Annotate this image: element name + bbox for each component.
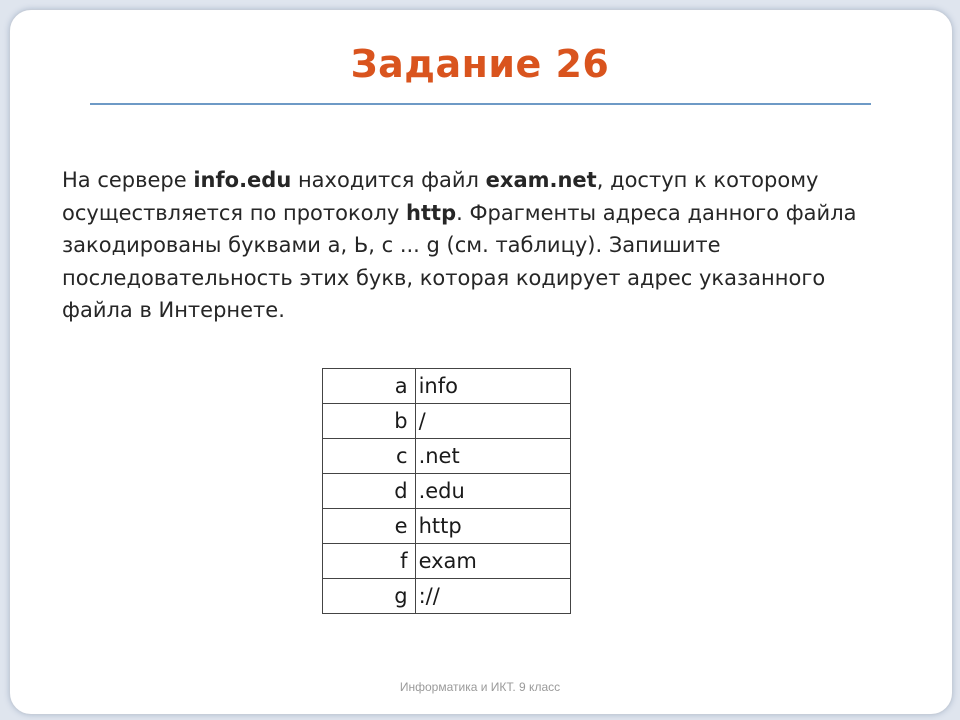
address-fragment: .edu xyxy=(415,474,570,509)
address-fragment: :// xyxy=(415,579,570,614)
protocol-name: http xyxy=(406,200,457,225)
table-row xyxy=(323,369,571,404)
address-fragment: http xyxy=(415,509,570,544)
code-letter: d xyxy=(323,474,416,509)
address-fragment: info xyxy=(415,369,570,404)
slide-title: Задание 26 xyxy=(350,42,610,86)
server-name: info.edu xyxy=(193,168,292,192)
code-letter: e xyxy=(323,509,416,544)
task-text-part-3: , доступ к которому осуществляется по протоколу xyxy=(62,168,819,225)
address-fragment: exam xyxy=(415,544,570,579)
table-row xyxy=(323,579,571,614)
slide-footer: Информатика и ИКТ. 9 класс xyxy=(399,680,561,694)
table-row xyxy=(323,404,571,439)
task-text-part-1: На сервере xyxy=(62,168,194,192)
file-name: exam.net xyxy=(485,168,597,192)
table-row xyxy=(323,439,571,474)
code-letter: g xyxy=(323,579,416,614)
address-fragment: / xyxy=(415,404,570,439)
task-text-part-4: . Фрагменты адреса данного файла закодированы буквами а, Ь, с ... g (см. таблицу). Запишите последовательность этих букв, которая кодирует адрес указанного файла в Интернете. xyxy=(62,200,857,322)
title-divider xyxy=(90,103,871,105)
address-fragment: .net xyxy=(415,439,570,474)
task-text-part-2: находится файл xyxy=(291,168,486,192)
code-letter: c xyxy=(323,439,416,474)
table-row xyxy=(323,509,571,544)
task-text xyxy=(62,164,902,327)
code-table xyxy=(322,368,571,614)
table-row xyxy=(323,544,571,579)
code-letter: b xyxy=(323,404,416,439)
table-row xyxy=(323,474,571,509)
code-letter: a xyxy=(323,369,416,404)
code-letter: f xyxy=(323,544,416,579)
